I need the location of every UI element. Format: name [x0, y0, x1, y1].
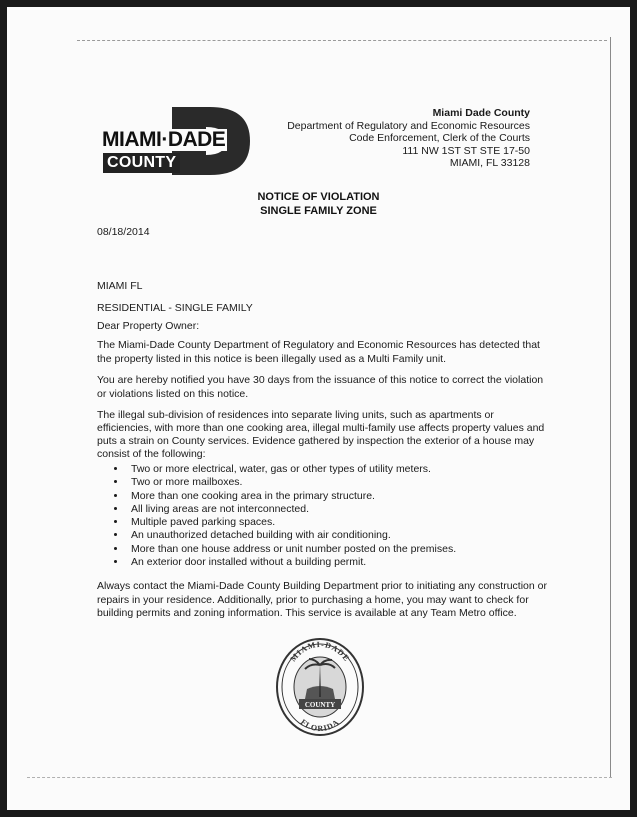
list-item: • Two or more mailboxes.	[127, 476, 567, 489]
dept-name: Department of Regulatory and Economic Resources	[287, 119, 530, 132]
scan-edge-right	[610, 37, 611, 777]
sender-address	[287, 107, 530, 170]
paragraph-evidence: The illegal sub-division of residences into separate living units, such as apartments or efficiencies, with more than one cooking area, illegal multi-family use affects property values and puts a strain on County services. Evidence gathered by inspection the exterior of a house may consist of the following:	[97, 409, 545, 460]
county-logo	[102, 105, 252, 177]
notice-title	[7, 190, 630, 218]
title-line: NOTICE OF VIOLATION	[257, 191, 380, 203]
scan-edge-top	[77, 40, 607, 41]
list-item: • Multiple paved parking spaces.	[127, 516, 567, 529]
notice-date: 08/18/2014	[97, 226, 150, 238]
list-item: • Two or more electrical, water, gas or other types of utility meters.	[127, 463, 567, 476]
seal-top-text: MIAMI-DADE	[288, 639, 352, 664]
list-item: • More than one house address or unit number posted on the premises.	[127, 543, 567, 556]
list-item: • More than one cooking area in the primary structure.	[127, 490, 567, 503]
notice-page	[7, 7, 630, 810]
street-address: 111 NW 1ST ST STE 17-50	[402, 144, 530, 157]
zone-type: RESIDENTIAL - SINGLE FAMILY	[97, 302, 253, 314]
scan-edge-bottom	[27, 777, 612, 778]
paragraph-detection: The Miami-Dade County Department of Regulatory and Economic Resources has detected that the property listed in this notice is been illegally used as a Multi Family unit.	[97, 339, 540, 365]
seal-middle-text: COUNTY	[304, 701, 336, 709]
city-state-zip: MIAMI, FL 33128	[449, 157, 530, 169]
paragraph-advice: Always contact the Miami-Dade County Building Department prior to initiating any construction or repairs in your residence. Additionally, prior to purchasing a home, you may want to check for building permits and zoning information. This service is available at any Team Metro office.	[97, 580, 547, 619]
list-item: • All living areas are not interconnected.	[127, 503, 567, 516]
list-item: • An unauthorized detached building with air conditioning.	[127, 529, 567, 542]
paragraph-deadline: You are hereby notified you have 30 days from the issuance of this notice to correct the violation or violations listed on this notice.	[97, 374, 544, 400]
seal-bottom-text: FLORIDA	[298, 717, 342, 734]
list-item: • An exterior door installed without a building permit.	[127, 556, 567, 569]
violation-indicators-list	[97, 463, 567, 569]
division-name: Code Enforcement, Clerk of the Courts	[349, 132, 530, 144]
logo-wordmark-bottom: COUNTY	[103, 153, 180, 173]
salutation: Dear Property Owner:	[97, 320, 200, 332]
recipient-city: MIAMI FL	[97, 280, 143, 292]
subtitle-line: SINGLE FAMILY ZONE	[260, 205, 377, 217]
org-name: Miami Dade County	[432, 107, 530, 119]
county-seal-icon	[275, 637, 365, 737]
svg-text:FLORIDA	[299, 717, 341, 733]
logo-wordmark-top: MIAMI·DADE	[102, 128, 226, 151]
